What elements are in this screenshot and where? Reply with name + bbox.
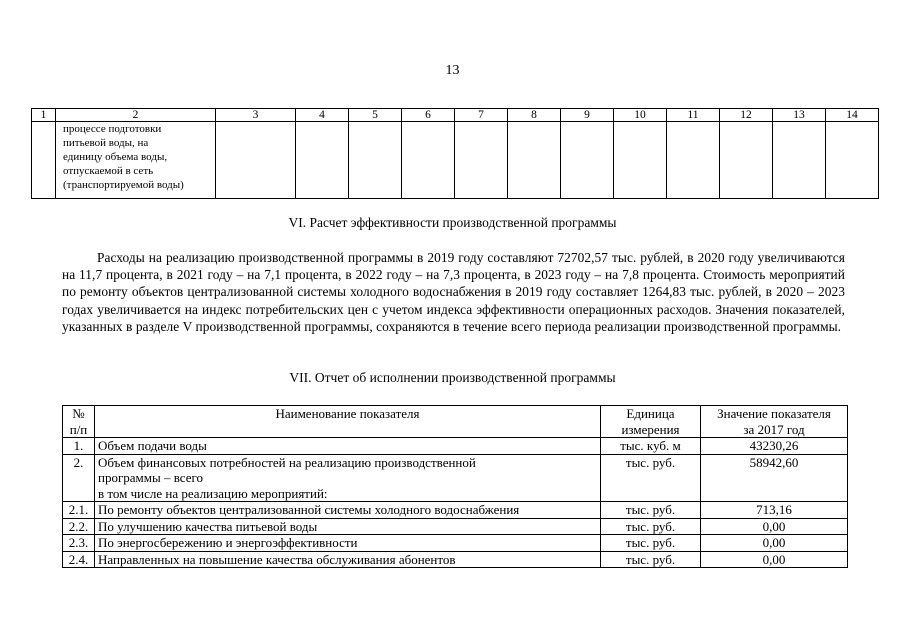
description-line: питьевой воды, на (63, 137, 149, 149)
table-row (32, 122, 879, 199)
header-text: Единица (626, 406, 675, 421)
page-number: 13 (445, 63, 460, 78)
table-row (63, 551, 848, 568)
table-row (63, 454, 848, 502)
column-number-7: 7 (455, 109, 508, 122)
column-header-name: Наименование показателя (95, 406, 601, 438)
table-header-row (63, 406, 848, 438)
indicator-value: 0,00 (701, 551, 848, 568)
row-number: 1. (63, 438, 95, 455)
indicator-value: 0,00 (701, 518, 848, 535)
indicator-name (95, 551, 601, 568)
unit-of-measure: тыс. руб. (601, 502, 701, 519)
column-number-9: 9 (561, 109, 614, 122)
row-number: 2.3. (63, 535, 95, 552)
indicator-name-line: По энергосбережению и энергоэффективности (98, 535, 358, 550)
empty-cell (561, 122, 614, 199)
empty-cell (349, 122, 402, 199)
indicator-value: 43230,26 (701, 438, 848, 455)
header-text: Значение показателя (717, 406, 831, 421)
header-text: за 2017 год (743, 421, 805, 437)
indicator-name-line: Объем подачи воды (98, 438, 207, 453)
column-number-2: 2 (56, 109, 216, 122)
empty-cell (296, 122, 349, 199)
table-row (63, 438, 848, 455)
column-number-3: 3 (216, 109, 296, 122)
header-text: № (72, 406, 85, 421)
report-table (62, 405, 848, 568)
column-number-14: 14 (826, 109, 879, 122)
empty-cell (32, 122, 56, 199)
indicator-name-line: По улучшению качества питьевой воды (98, 518, 318, 534)
empty-cell (216, 122, 296, 199)
indicator-name (95, 535, 601, 552)
unit-of-measure: тыс. руб. (601, 518, 701, 535)
indicator-name-line: программы – всего (98, 470, 204, 485)
indicator-value: 713,16 (701, 502, 848, 519)
indicator-name-line: Направленных на повышение качества обслуживания абонентов (98, 551, 456, 567)
unit-of-measure: тыс. руб. (601, 535, 701, 552)
efficiency-paragraph: Расходы на реализацию производственной программы в 2019 году составляют 72702,57 тыс. рублей, в 2020 году увеличиваются на 11,7 процента, в 2021 году – на 7,1 процента, в 2022 году – на 7,3 процента, в 2023 году – на 7,8 процента. Стоимость мероприятий по ремонту объектов централизованной системы холодного водоснабжения в 2019 году составляет 1264,83 тыс. рублей, в 2020 – 2023 годах увеличивается на индекс потребительских цен с учетом индекса эффективности операционных расходов. Значения показателей, указанных в разделе V производственной программы, сохраняются в течение всего периода реализации производственной программы. (62, 250, 845, 334)
header-text: п/п (69, 421, 88, 437)
description-line: единицу объема воды, (63, 151, 168, 163)
row-number: 2. (63, 454, 95, 502)
indicator-value: 58942,60 (701, 454, 848, 502)
column-number-1: 1 (32, 109, 56, 122)
empty-cell (508, 122, 561, 199)
column-number-4: 4 (296, 109, 349, 122)
header-text: измерения (621, 421, 680, 437)
column-number-10: 10 (614, 109, 667, 122)
description-line: (транспортируемой воды) (63, 179, 184, 191)
column-number-12: 12 (720, 109, 773, 122)
unit-of-measure: тыс. руб. (601, 551, 701, 568)
section-heading: VI. Расчет эффективности производственной программы (288, 215, 617, 230)
empty-cell (614, 122, 667, 199)
column-header-value (701, 406, 848, 438)
column-header-number (63, 406, 95, 438)
empty-cell (402, 122, 455, 199)
column-number-11: 11 (667, 109, 720, 122)
table-row (63, 502, 848, 519)
description-line: отпускаемой в сеть (63, 165, 154, 177)
indicators-table-continuation (31, 108, 879, 199)
table-row (63, 535, 848, 552)
empty-cell (773, 122, 826, 199)
column-number-6: 6 (402, 109, 455, 122)
indicator-value: 0,00 (701, 535, 848, 552)
empty-cell (826, 122, 879, 199)
indicator-name (95, 454, 601, 502)
indicator-name-line: в том числе на реализацию мероприятий: (98, 485, 328, 501)
description-line: процессе подготовки (63, 123, 162, 135)
table-row (63, 518, 848, 535)
indicator-description (56, 122, 216, 199)
column-number-row (32, 109, 879, 122)
unit-of-measure: тыс. руб. (601, 454, 701, 502)
empty-cell (667, 122, 720, 199)
indicator-name (95, 502, 601, 519)
indicator-name (95, 518, 601, 535)
section-heading: VII. Отчет об исполнении производственной программы (289, 370, 616, 385)
column-number-8: 8 (508, 109, 561, 122)
column-number-13: 13 (773, 109, 826, 122)
row-number: 2.4. (63, 551, 95, 568)
empty-cell (720, 122, 773, 199)
empty-cell (455, 122, 508, 199)
row-number: 2.2. (63, 518, 95, 535)
unit-of-measure: тыс. куб. м (601, 438, 701, 455)
indicator-name-line: Объем финансовых потребностей на реализацию производственной (98, 454, 476, 470)
indicator-name (95, 438, 601, 455)
row-number: 2.1. (63, 502, 95, 519)
column-number-5: 5 (349, 109, 402, 122)
indicator-name-line: По ремонту объектов централизованной системы холодного водоснабжения (98, 502, 520, 517)
column-header-unit (601, 406, 701, 438)
